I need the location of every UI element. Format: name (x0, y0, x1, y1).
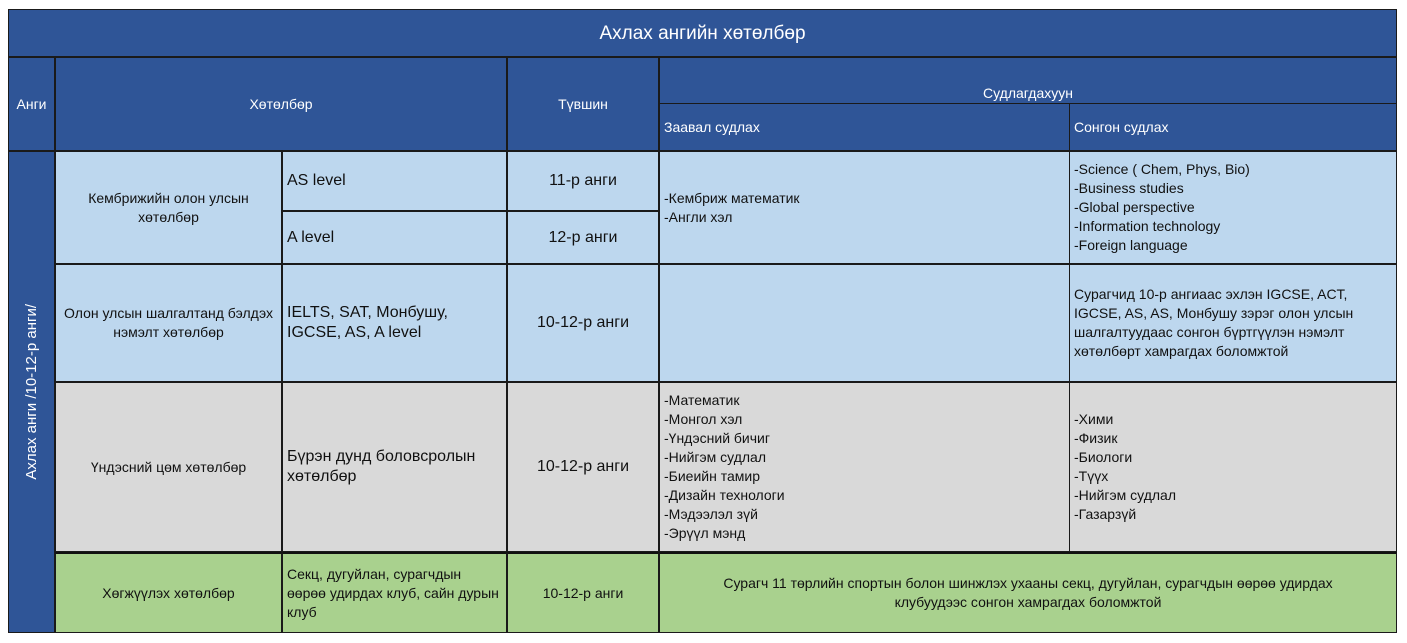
list-item: -Газарзүй (1074, 506, 1137, 522)
list-item: -Хими (1074, 411, 1114, 427)
list-item: -Мэдээлэл зүй (664, 506, 758, 522)
list-item: -Кембриж математик (664, 189, 800, 206)
development-sub: Секц, дугуйлан, сурагчдын өөрөө удирдах клуб, сайн дурын клуб (282, 552, 507, 633)
list-item: -Үндэсний бичиг (664, 430, 770, 446)
grade-group-label: Ахлах анги /10-12-р анги/ (23, 304, 40, 480)
intl-exam-sub: IELTS, SAT, Монбушу, IGCSE, AS, A level (282, 264, 507, 382)
intl-exam-elective: Сурагчид 10-р ангиаас эхлэн IGCSE, ACT, IGCSE, AS, AS, Монбушу зэрэг олон улсын шалгалтуудаас сонгон бүртгүүлэн нэмэлт хөтөлбөрт хамрагдах боломжтой (1069, 264, 1397, 382)
list-item: -Математик (664, 392, 740, 408)
national-name: Үндэсний цөм хөтөлбөр (55, 382, 282, 552)
cambridge-level-11: 11-р анги (507, 151, 659, 211)
list-item: -Физик (1074, 430, 1118, 446)
development-level: 10-12-р анги (507, 552, 659, 633)
list-item: -Нийгэм судлал (664, 449, 767, 465)
national-required (659, 382, 1070, 552)
header-required: Заавал судлах (659, 103, 1070, 151)
national-elective (1069, 382, 1397, 552)
header-grade: Анги (8, 57, 55, 151)
cambridge-a-level: A level (282, 211, 507, 264)
cambridge-required (659, 151, 1070, 264)
list-item: -Биеийн тамир (664, 468, 760, 484)
header-subjects (659, 57, 1397, 105)
program-table (8, 9, 1397, 633)
intl-exam-level: 10-12-р анги (507, 264, 659, 382)
list-item: -Англи хэл (664, 208, 733, 225)
list-item: -Foreign language (1074, 237, 1188, 253)
intl-exam-required (659, 264, 1070, 382)
list-item: -Business studies (1074, 180, 1184, 196)
list-item: -Түүх (1074, 468, 1109, 484)
header-subjects-label: Судлагдахуун (983, 84, 1073, 101)
table-title: Ахлах ангийн хөтөлбөр (8, 9, 1397, 57)
grade-group-cell (8, 151, 55, 633)
intl-exam-name: Олон улсын шалгалтанд бэлдэх нэмэлт хөтөлбөр (55, 264, 282, 382)
national-sub: Бүрэн дунд боловсролын хөтөлбөр (282, 382, 507, 552)
header-level: Түвшин (507, 57, 659, 151)
list-item: -Global perspective (1074, 199, 1195, 215)
list-item: -Дизайн технологи (664, 487, 785, 503)
cambridge-elective (1069, 151, 1397, 264)
header-elective: Сонгон судлах (1069, 103, 1397, 151)
list-item: -Биологи (1074, 449, 1133, 465)
list-item: -Science ( Chem, Phys, Bio) (1074, 161, 1250, 177)
cambridge-as-level: AS level (282, 151, 507, 211)
list-item: -Монгол хэл (664, 411, 743, 427)
development-subjects: Сурагч 11 төрлийн спортын болон шинжлэх ухааны секц, дугуйлан, сурагчдын өөрөө удирдах клубуудээс сонгон хамрагдах боломжтой (659, 552, 1397, 633)
development-name: Хөгжүүлэх хөтөлбөр (55, 552, 282, 633)
cambridge-name: Кембрижийн олон улсын хөтөлбөр (55, 151, 282, 264)
list-item: -Information technology (1074, 218, 1221, 234)
cambridge-level-12: 12-р анги (507, 211, 659, 264)
list-item: -Эрүүл мэнд (664, 525, 746, 541)
header-program: Хөтөлбөр (55, 57, 507, 151)
national-level: 10-12-р анги (507, 382, 659, 552)
list-item: -Нийгэм судлал (1074, 487, 1177, 503)
